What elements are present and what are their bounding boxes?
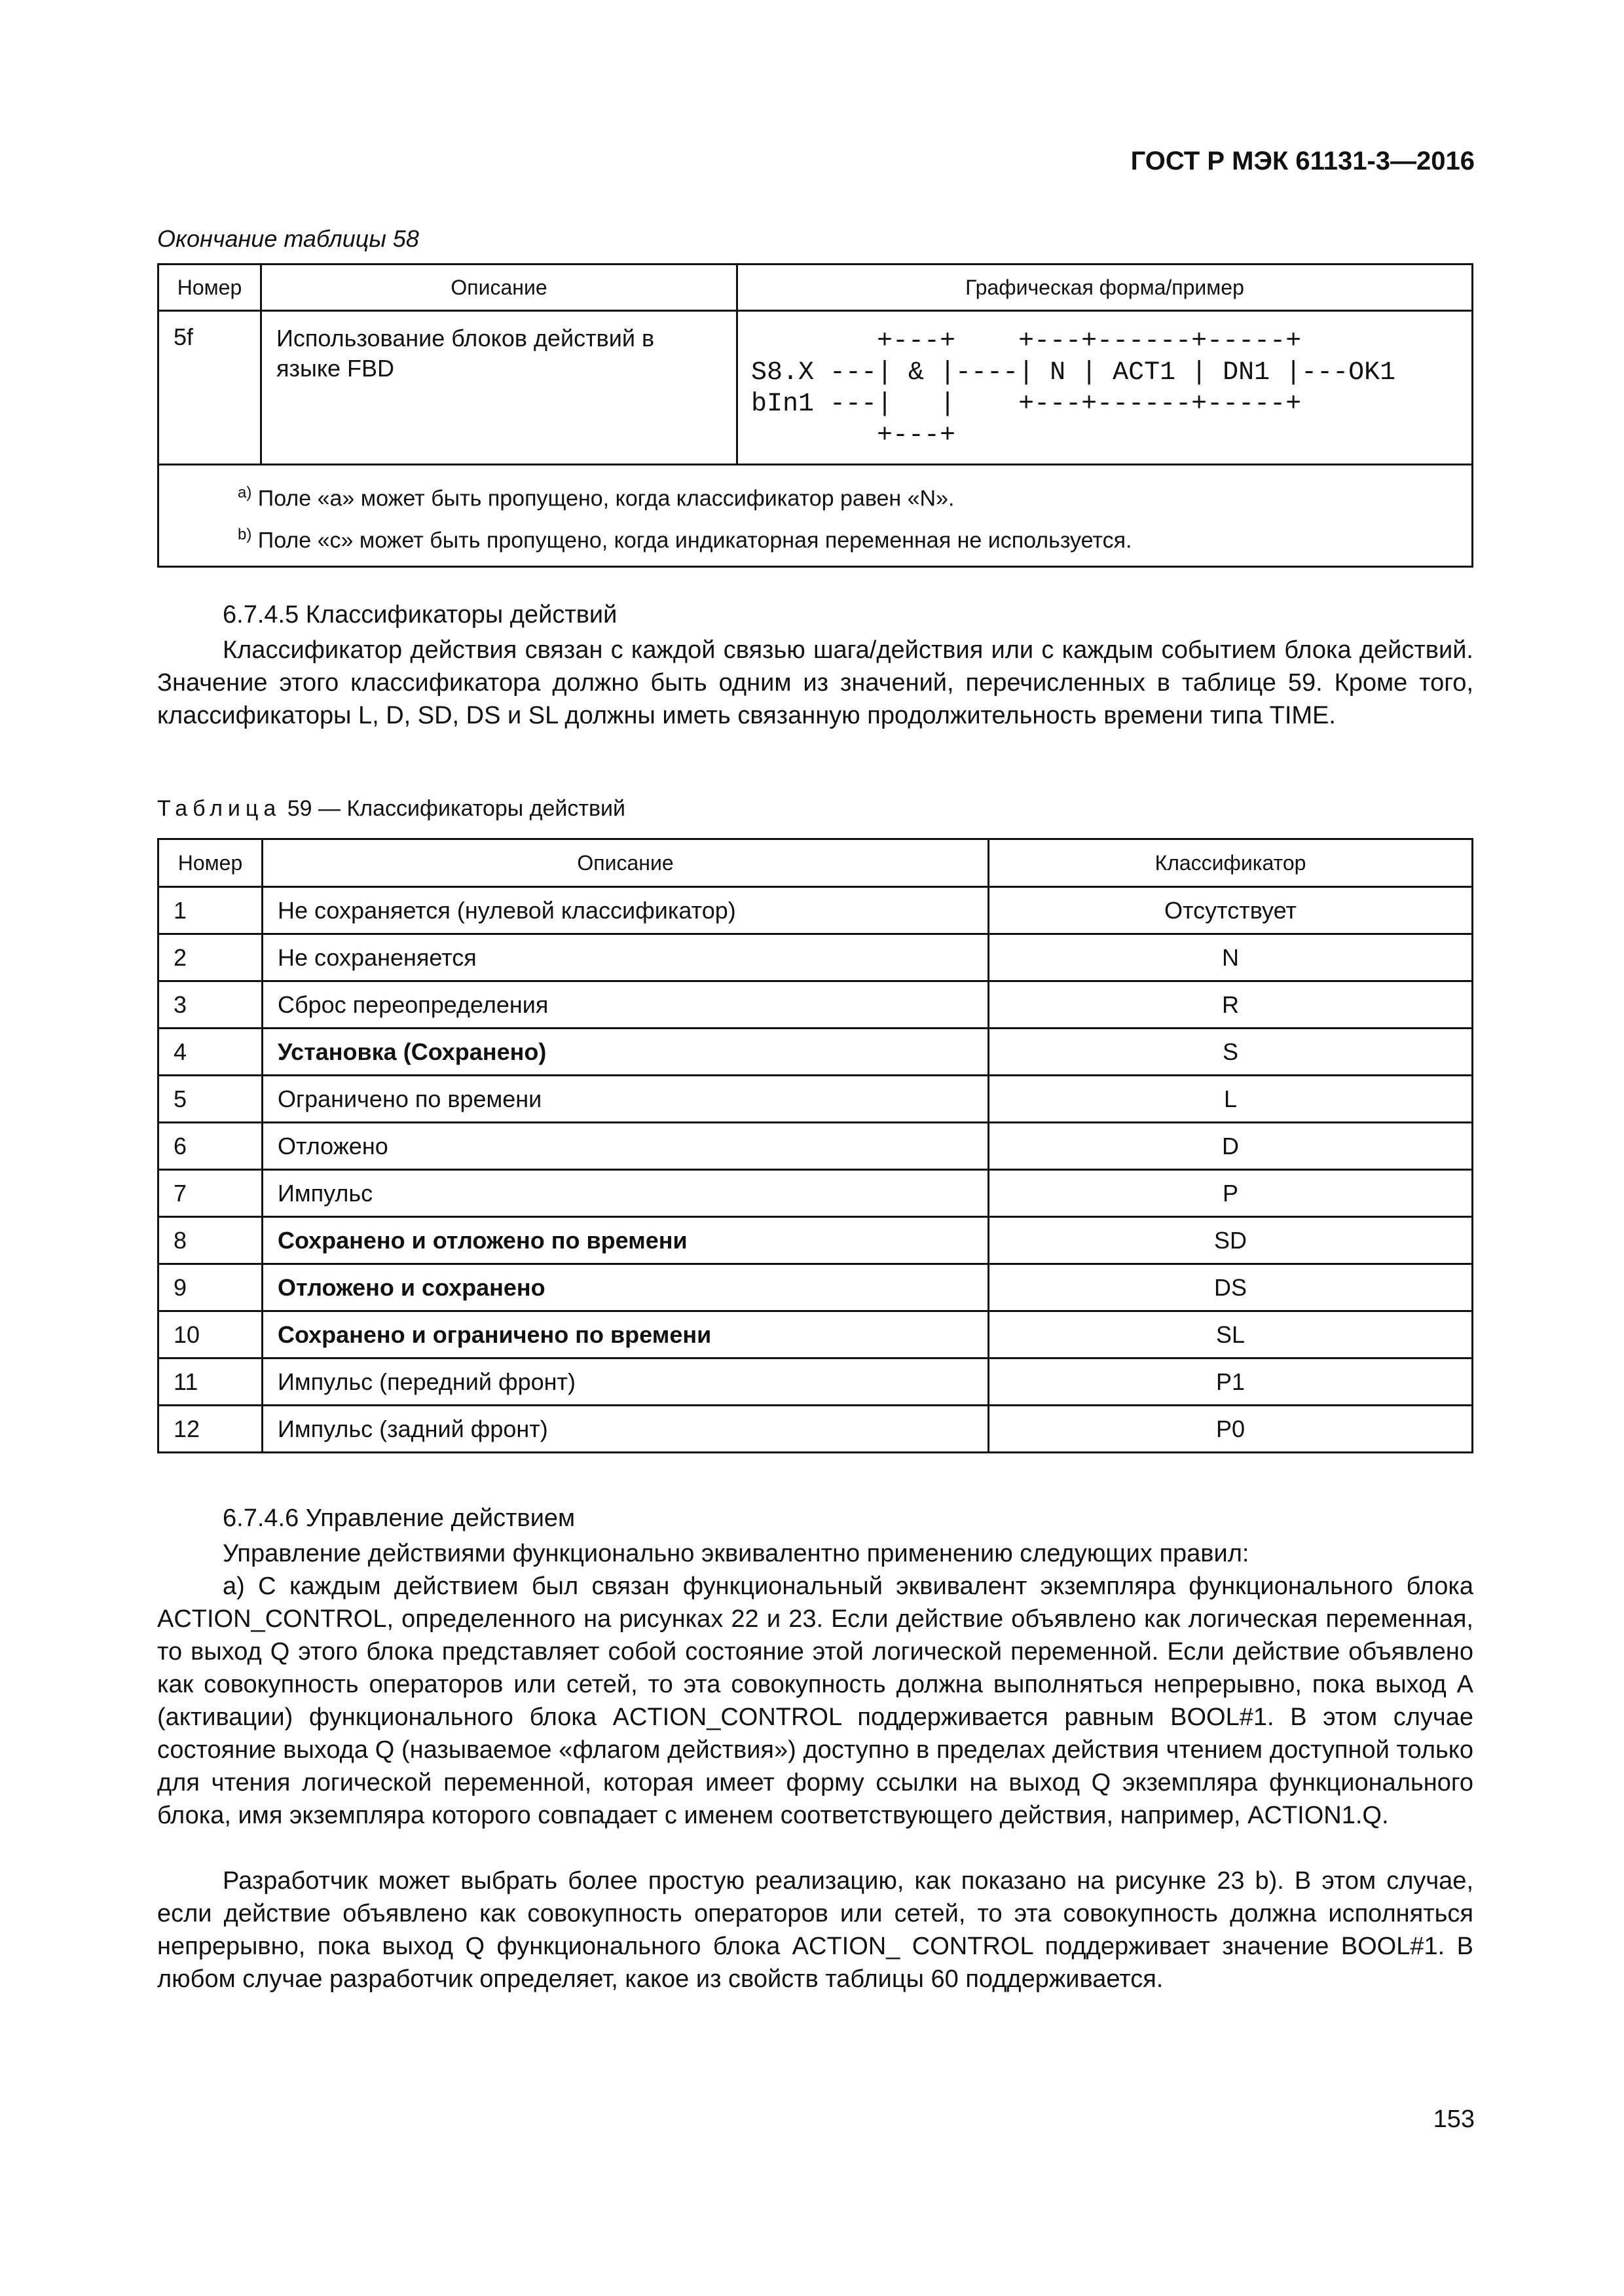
table-row	[158, 1123, 1473, 1170]
column-header-number: Номер	[158, 839, 263, 887]
fbd-diagram	[737, 311, 1473, 465]
row-qualifier: Отсутствует	[989, 887, 1473, 934]
column-header-number: Номер	[158, 264, 261, 311]
paragraph-a: а) С каждым действием был связан функциональный эквивалент экземпляра функционального блока ACTION_CONTROL, определенного на рисунках 22 и 23. Если действие объявлено как логическая переменная, то выход Q этого блока представляет собой состояние этой логической переменной. Если действие объявлено как совокупность операторов или сетей, то эта совокупность должна выполняться непрерывно, пока выход А (активации) функционального блока ACTION_CONTROL поддерживается равным BOOL#1. В этом случае состояние выхода Q (называемое «флагом действия») доступно в пределах действия чтением доступной только для чтения логической переменной, которая имеет форму ссылки на выход Q экземпляра функционального блока, имя экземпляра которого совпадает с именем соответствующего действия, например, ACTION1.Q.	[157, 1573, 1473, 1829]
section-heading-6745: 6.7.4.5 Классификаторы действий	[223, 601, 618, 629]
diagram-line: S8.X ---| & |----| N | ACT1 | DN1 |---OK1	[751, 358, 1396, 388]
row-qualifier: D	[989, 1123, 1473, 1170]
row-description: Импульс (задний фронт)	[263, 1406, 989, 1453]
table-caption-prefix: Таблица	[157, 796, 282, 821]
table-header-row	[158, 264, 1473, 311]
row-number: 4	[158, 1029, 263, 1076]
table-row	[158, 981, 1473, 1029]
row-number: 5	[158, 1076, 263, 1123]
table-continuation-label: Окончание таблицы 58	[157, 225, 419, 252]
table-59	[157, 838, 1473, 1453]
column-header-description: Описание	[263, 839, 989, 887]
row-number: 9	[158, 1264, 263, 1311]
footnote-text: Поле «a» может быть пропущено, когда классификатор равен «N».	[251, 486, 955, 511]
page-number: 153	[1433, 2105, 1475, 2133]
row-description: Использование блоков действий в языке FBD	[261, 311, 737, 465]
row-number: 10	[158, 1311, 263, 1358]
row-number: 6	[158, 1123, 263, 1170]
row-description: Отложено и сохранено	[263, 1264, 989, 1311]
row-description: Сохранено и отложено по времени	[263, 1217, 989, 1264]
row-qualifier: P0	[989, 1406, 1473, 1453]
row-description: Импульс (передний фронт)	[263, 1358, 989, 1406]
table-row	[158, 1264, 1473, 1311]
row-description: Импульс	[263, 1170, 989, 1217]
row-number: 11	[158, 1358, 263, 1406]
row-qualifier: L	[989, 1076, 1473, 1123]
row-number: 3	[158, 981, 263, 1029]
row-description: Установка (Сохранено)	[263, 1029, 989, 1076]
table-row	[158, 1217, 1473, 1264]
table-row	[158, 1170, 1473, 1217]
table-row	[158, 311, 1473, 465]
table-body	[158, 887, 1473, 1453]
table-row	[158, 1406, 1473, 1453]
row-qualifier: R	[989, 981, 1473, 1029]
row-description: Сброс переопределения	[263, 981, 989, 1029]
row-number: 5f	[158, 311, 261, 465]
row-number: 12	[158, 1406, 263, 1453]
table-row	[158, 1358, 1473, 1406]
row-number: 7	[158, 1170, 263, 1217]
document-header: ГОСТ Р МЭК 61131-3—2016	[1130, 147, 1475, 175]
column-header-qualifier: Классификатор	[989, 839, 1473, 887]
footnote	[238, 475, 1457, 517]
row-description: Не сохраненяется	[263, 934, 989, 981]
diagram-line: +---+	[751, 421, 956, 450]
row-qualifier: SL	[989, 1311, 1473, 1358]
row-qualifier: SD	[989, 1217, 1473, 1264]
table-row	[158, 887, 1473, 934]
paragraph-6745: Классификатор действия связан с каждой связью шага/действия или с каждым событием блока действий. Значение этого классификатора должно быть одним из значений, перечисленных в таблице 59. Кроме того, классификаторы L, D, SD, DS и SL должны иметь связанную продолжительность времени типа TIME.	[157, 636, 1473, 729]
paragraph-developer: Разработчик может выбрать более простую реализацию, как показано на рисунке 23 b). В этом случае, если действие объявлено как совокупность операторов или сетей, то эта совокупность должна исполняться непрерывно, пока выход Q функционального блока ACTION_ CONTROL поддерживает значение BOOL#1. В любом случае разработчик определяет, какое из свойств таблицы 60 поддерживается.	[157, 1867, 1473, 1993]
table-footnotes-row	[158, 465, 1473, 567]
table-row	[158, 1311, 1473, 1358]
row-number: 8	[158, 1217, 263, 1264]
footnote-text: Поле «с» может быть пропущено, когда индикаторная переменная не используется.	[251, 528, 1132, 553]
diagram-line: bIn1 ---| | +---+------+-----+	[751, 390, 1302, 419]
table-header-row	[158, 839, 1473, 887]
row-qualifier: S	[989, 1029, 1473, 1076]
table-caption-title: 59 — Классификаторы действий	[281, 796, 626, 821]
column-header-description: Описание	[261, 264, 737, 311]
row-number: 1	[158, 887, 263, 934]
table-footnotes	[158, 465, 1473, 567]
table-row	[158, 934, 1473, 981]
row-qualifier: DS	[989, 1264, 1473, 1311]
footnote	[238, 517, 1457, 558]
table-58	[157, 263, 1473, 568]
row-qualifier: P	[989, 1170, 1473, 1217]
section-heading-6746: 6.7.4.6 Управление действием	[223, 1504, 576, 1532]
table-row	[158, 1029, 1473, 1076]
footnote-mark: a)	[238, 484, 252, 501]
row-qualifier: N	[989, 934, 1473, 981]
row-description: Ограничено по времени	[263, 1076, 989, 1123]
diagram-line: +---+ +---+------+-----+	[751, 327, 1302, 356]
row-description: Отложено	[263, 1123, 989, 1170]
row-number: 2	[158, 934, 263, 981]
table-row	[158, 1076, 1473, 1123]
row-qualifier: P1	[989, 1358, 1473, 1406]
paragraph-intro: Управление действиями функционально эквивалентно применению следующих правил:	[223, 1540, 1249, 1567]
table-caption	[157, 796, 625, 822]
row-description: Не сохраняется (нулевой классификатор)	[263, 887, 989, 934]
footnote-mark: b)	[238, 526, 252, 544]
row-description: Сохранено и ограничено по времени	[263, 1311, 989, 1358]
column-header-graphic: Графическая форма/пример	[737, 264, 1473, 311]
